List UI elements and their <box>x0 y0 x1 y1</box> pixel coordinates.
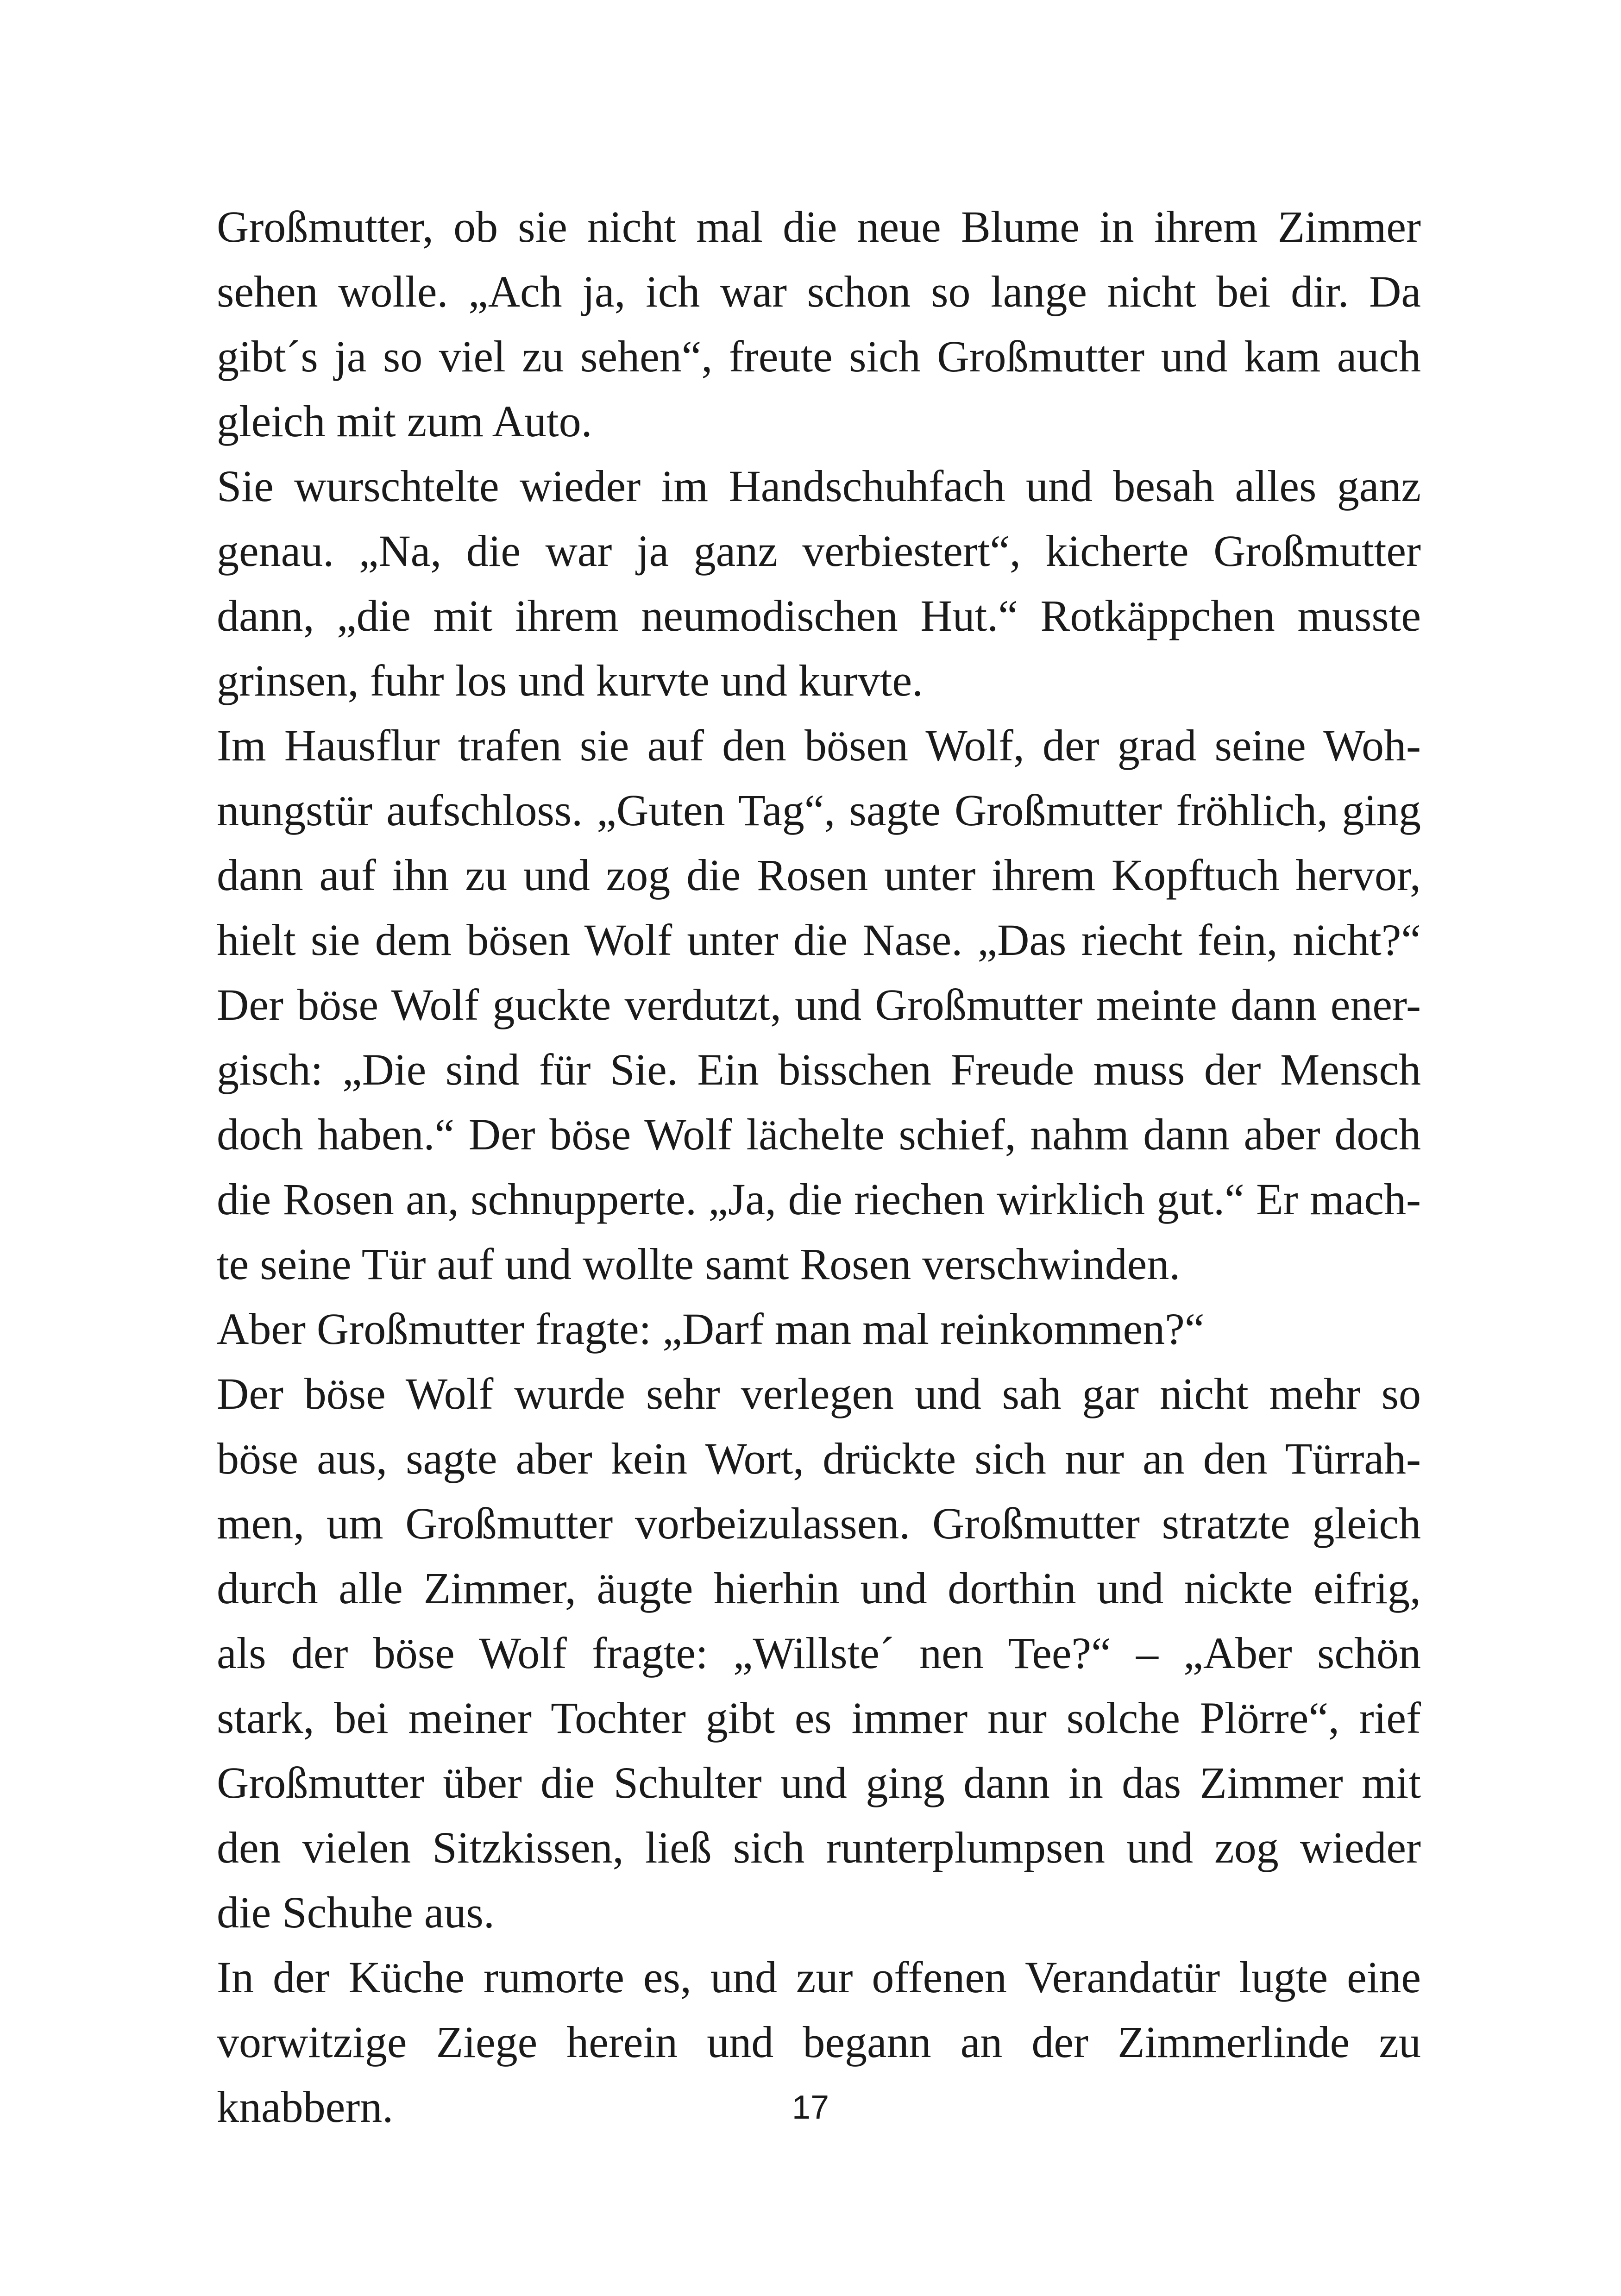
page-number: 17 <box>792 2089 829 2126</box>
text-line: dann auf ihn zu und zog die Rosen unter ihrem Kopftuch hervor, <box>217 850 1421 900</box>
text-line: Sie wurschtelte wieder im Handschuhfach und besah alles ganz <box>217 461 1421 511</box>
paragraph <box>217 1297 1421 1361</box>
paragraph <box>217 1361 1421 1945</box>
text-line: sehen wolle. „Ach ja, ich war schon so lange nicht bei dir. Da <box>217 267 1421 316</box>
text-line: knabbern. <box>217 2082 394 2132</box>
paragraph <box>217 454 1421 713</box>
text-line: böse aus, sagte aber kein Wort, drückte sich nur an den Türrah- <box>217 1434 1421 1483</box>
text-line: als der böse Wolf fragte: „Willste´ nen Tee?“ – „Aber schön <box>217 1628 1421 1678</box>
text-line: men, um Großmutter vorbeizulassen. Großmutter stratzte gleich <box>217 1499 1421 1548</box>
text-line: die Schuhe aus. <box>217 1888 495 1937</box>
text-line: durch alle Zimmer, äugte hierhin und dorthin und nickte eifrig, <box>217 1563 1421 1613</box>
text-line: gibt´s ja so viel zu sehen“, freute sich Großmutter und kam auch <box>217 332 1421 381</box>
text-line: gisch: „Die sind für Sie. Ein bisschen Freude muss der Mensch <box>217 1045 1421 1094</box>
text-line: doch haben.“ Der böse Wolf lächelte schief, nahm dann aber doch <box>217 1110 1421 1159</box>
text-line: grinsen, fuhr los und kurvte und kurvte. <box>217 656 924 705</box>
text-line: gleich mit zum Auto. <box>217 396 592 446</box>
text-line: Im Hausflur trafen sie auf den bösen Wolf, der grad seine Woh- <box>217 721 1421 770</box>
text-line: stark, bei meiner Tochter gibt es immer nur solche Plörre“, rief <box>217 1693 1421 1743</box>
text-line: Großmutter über die Schulter und ging dann in das Zimmer mit <box>217 1758 1421 1807</box>
text-line: Aber Großmutter fragte: „Darf man mal reinkommen?“ <box>217 1304 1205 1354</box>
text-line: te seine Tür auf und wollte samt Rosen verschwinden. <box>217 1239 1181 1289</box>
text-line: dann, „die mit ihrem neumodischen Hut.“ Rotkäppchen musste <box>217 591 1421 640</box>
paragraph <box>217 713 1421 1297</box>
text-line: vorwitzige Ziege herein und begann an der Zimmerlinde zu <box>217 2017 1421 2067</box>
text-line: genau. „Na, die war ja ganz verbiestert“, kicherte Großmutter <box>217 526 1421 576</box>
text-line: Der böse Wolf wurde sehr verlegen und sah gar nicht mehr so <box>217 1369 1421 1418</box>
text-line: den vielen Sitzkissen, ließ sich runterplumpsen und zog wieder <box>217 1823 1421 1872</box>
text-line: In der Küche rumorte es, und zur offenen Verandatür lugte eine <box>217 1952 1421 2002</box>
paragraph <box>217 194 1421 454</box>
body-text <box>217 194 1421 2139</box>
text-line: Der böse Wolf guckte verdutzt, und Großmutter meinte dann ener- <box>217 980 1421 1029</box>
text-line: hielt sie dem bösen Wolf unter die Nase. „Das riecht fein, nicht?“ <box>217 915 1421 965</box>
text-line: Großmutter, ob sie nicht mal die neue Blume in ihrem Zimmer <box>217 202 1421 251</box>
text-line: nungstür aufschloss. „Guten Tag“, sagte Großmutter fröhlich, ging <box>217 785 1421 835</box>
text-line: die Rosen an, schnupperte. „Ja, die riechen wirklich gut.“ Er mach- <box>217 1174 1421 1224</box>
